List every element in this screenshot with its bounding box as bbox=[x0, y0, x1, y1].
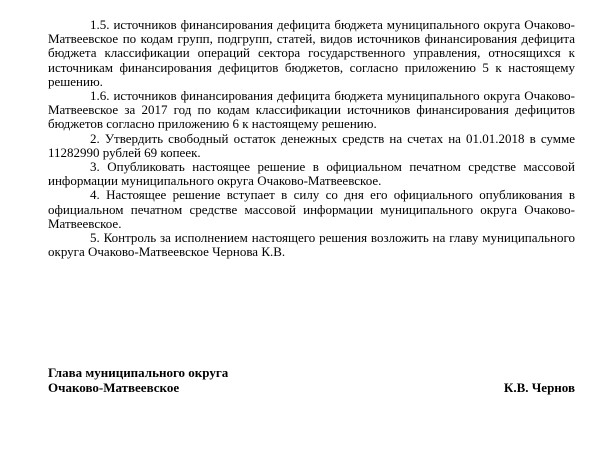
paragraph-2: 2. Утвердить свободный остаток денежных средств на счетах на 01.01.2018 в сумме 11282990 рублей 69 копеек. bbox=[48, 130, 575, 160]
signature-title-text-1: Глава муниципального округа bbox=[48, 365, 229, 380]
signature-title-line-1 bbox=[48, 365, 575, 380]
signature-title-text-2: Очаково-Матвеевское bbox=[48, 380, 180, 395]
document-body bbox=[48, 18, 575, 259]
paragraph-5: 5. Контроль за исполнением настоящего решения возложить на главу муниципального округа Очаково-Матвеевское Чернова К.В. bbox=[48, 230, 575, 260]
signature-name: К.В. Чернов bbox=[503, 380, 575, 395]
paragraph-1-5: 1.5. источников финансирования дефицита бюджета муниципального округа Очаково-Матвеевское по кодам групп, подгрупп, статей, видов источников финансирования дефицита бюджета классификации операций сектора государственного управления, относящихся к источникам финансирования дефицитов бюджетов, согласно приложению 5 к настоящему решению. bbox=[48, 17, 575, 89]
paragraph-3: 3. Опубликовать настоящее решение в официальном печатном средстве массовой информации муниципального округа Очаково-Матвеевское. bbox=[48, 159, 575, 189]
paragraph-1-6: 1.6. источников финансирования дефицита бюджета муниципального округа Очаково-Матвеевское за 2017 год по кодам классификации источников финансирования дефицитов бюджетов согласно приложению 6 к настоящему решению. bbox=[48, 88, 575, 132]
signature-block bbox=[48, 365, 575, 395]
paragraph-4: 4. Настоящее решение вступает в силу со дня его официального опубликования в официальном печатном средстве массовой информации муниципального округа Очаково-Матвеевское. bbox=[48, 187, 575, 231]
signature-title-line-2 bbox=[48, 380, 575, 395]
